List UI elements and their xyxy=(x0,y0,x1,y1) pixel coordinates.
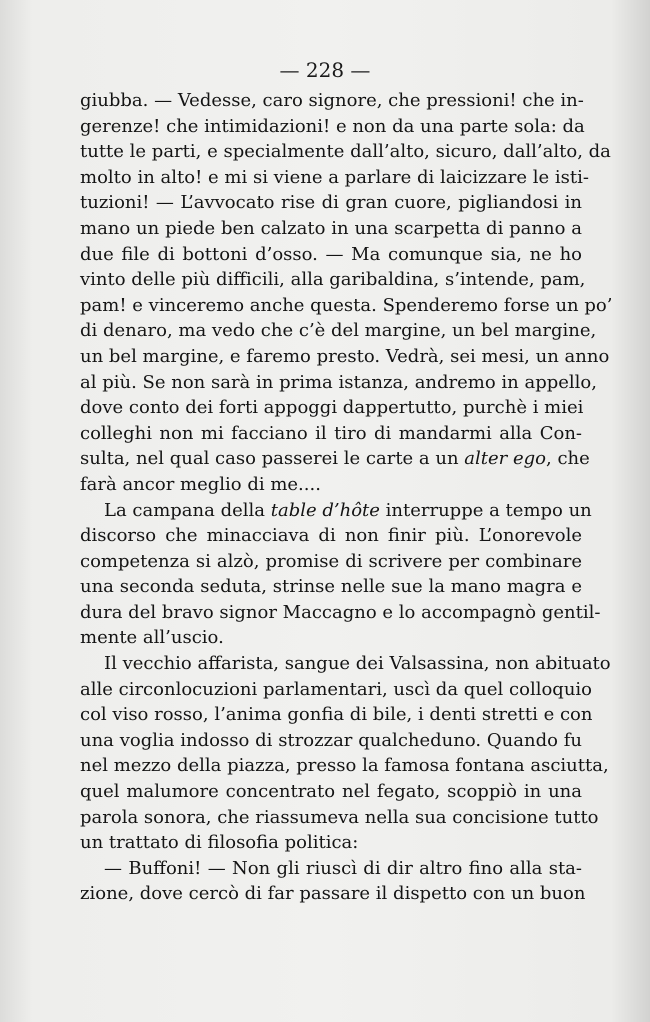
text-line: una seconda seduta, strinse nelle sue la mano magra e xyxy=(80,576,582,598)
text-segment: La campana della xyxy=(104,499,271,521)
text-line: dove conto dei forti appoggi dappertutto, purchè i miei xyxy=(80,397,584,419)
text-segment: , che xyxy=(546,448,590,470)
text-line-alter-ego xyxy=(80,446,590,472)
text-line: nel mezzo della piazza, presso la famosa fontana asciutta, xyxy=(80,755,609,777)
text-line: gerenze! che intimidazioni! e non da una parte sola: da xyxy=(80,115,585,137)
text-line: di denaro, ma vedo che c’è del margine, un bel margine, xyxy=(80,320,597,342)
text-line: col viso rosso, l’anima gonfia di bile, i denti stretti e con xyxy=(80,704,593,726)
text-line: vinto delle più difficili, alla garibaldina, s’intende, pam, xyxy=(80,269,586,291)
italic-phrase: table d’hôte xyxy=(270,499,380,521)
text-line: mente all’uscio. xyxy=(80,627,224,649)
paragraph-1 xyxy=(80,88,613,498)
text-line: colleghi non mi facciano il tiro di mandarmi alla Con- xyxy=(80,422,582,444)
text-line: parola sonora, che riassumeva nella sua concisione tutto xyxy=(80,806,599,828)
text-line: dura del bravo signor Maccagno e lo accompagnò gentil- xyxy=(80,601,601,623)
text-line: farà ancor meglio di me.... xyxy=(80,473,321,495)
text-line: al più. Se non sarà in prima istanza, andremo in appello, xyxy=(80,371,597,393)
text-line: Il vecchio affarista, sangue dei Valsassina, non abituato xyxy=(104,653,611,675)
text-line: un trattato di filosofia politica: xyxy=(80,832,359,854)
text-line: — Buffoni! — Non gli riuscì di dir altro fino alla sta- xyxy=(104,857,582,879)
italic-phrase: alter ego xyxy=(464,448,547,470)
text-line: quel malumore concentrato nel fegato, scoppiò in una xyxy=(80,781,582,803)
text-line: tuzioni! — L’avvocato rise di gran cuore, pigliandosi in xyxy=(80,192,582,214)
text-segment: sulta, nel qual caso passerei le carte a un xyxy=(80,448,465,470)
text-line: giubba. — Vedesse, caro signore, che pressioni! che in- xyxy=(80,90,584,111)
paragraph-3 xyxy=(80,651,611,856)
body-text xyxy=(80,88,613,907)
text-line: competenza si alzò, promise di scrivere per combinare xyxy=(80,550,582,572)
text-line: un bel margine, e faremo presto. Vedrà, sei mesi, un anno xyxy=(80,345,610,367)
text-segment: interruppe a tempo un xyxy=(379,499,592,521)
text-line: molto in alto! e mi si viene a parlare di laicizzare le isti- xyxy=(80,166,589,188)
text-line: alle circonlocuzioni parlamentari, uscì da quel colloquio xyxy=(80,678,593,700)
text-line: mano un piede ben calzato in una scarpetta di panno a xyxy=(80,217,582,239)
paragraph-4 xyxy=(80,856,586,907)
text-line: una voglia indosso di strozzar qualcheduno. Quando fu xyxy=(80,729,582,751)
page-number: — 228 — xyxy=(279,58,371,82)
text-line: pam! e vinceremo anche questa. Spenderemo forse un po’ xyxy=(80,294,613,316)
text-line-table-dhote xyxy=(80,498,592,524)
text-line: tutte le parti, e specialmente dall’alto, sicuro, dall’alto, da xyxy=(80,141,611,163)
text-line: due file di bottoni d’osso. — Ma comunque sia, ne ho xyxy=(80,243,582,265)
text-line: zione, dove cercò di far passare il dispetto con un buon xyxy=(80,883,586,905)
text-line: discorso che minacciava di non finir più. L’onorevole xyxy=(80,525,582,547)
paragraph-2 xyxy=(80,498,601,652)
